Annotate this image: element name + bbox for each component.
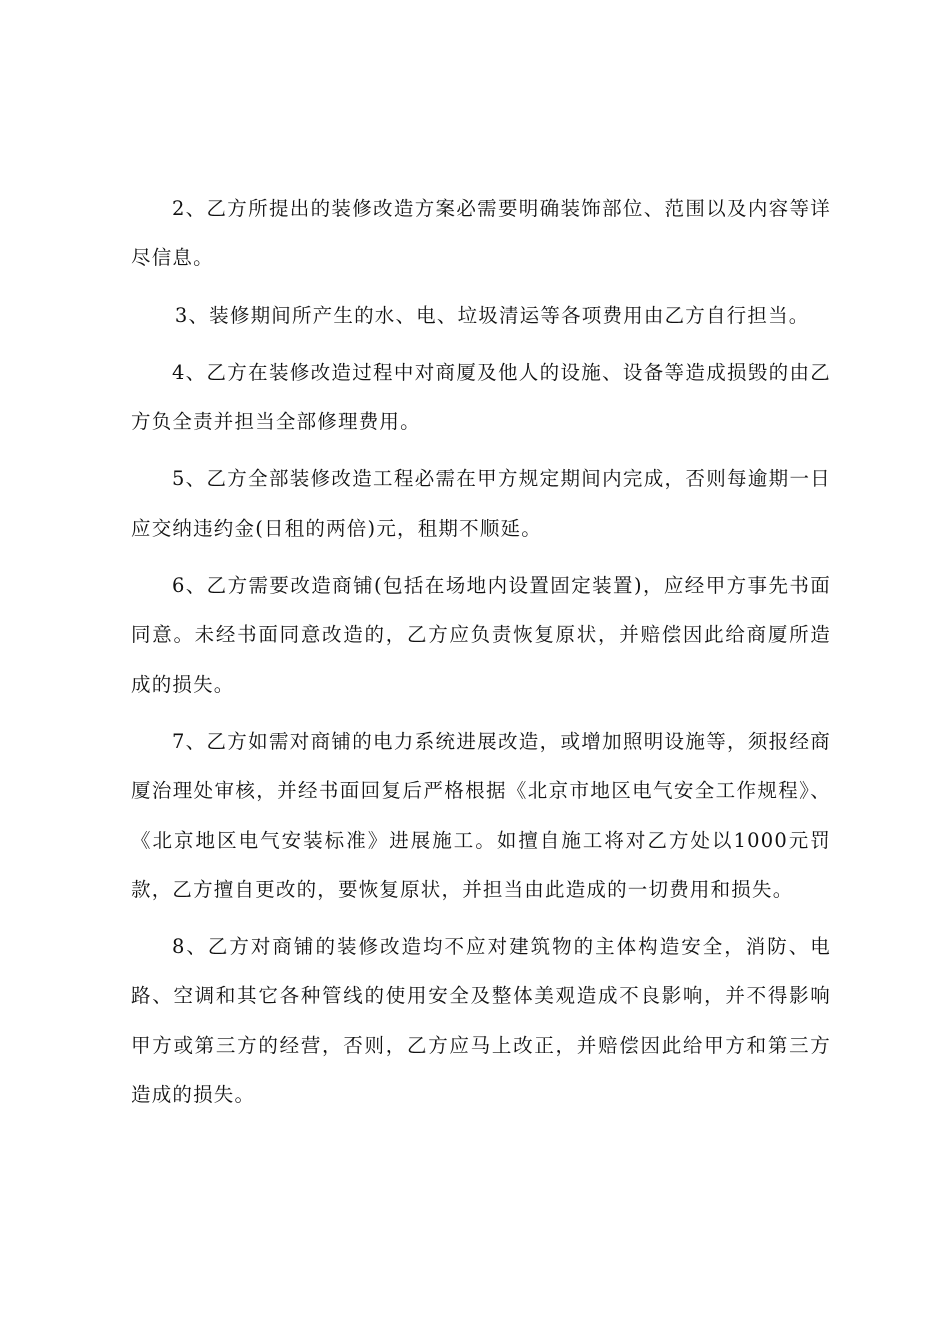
- clause-4: 4、乙方在装修改造过程中对商厦及他人的设施、设备等造成损毁的由乙方负全责并担当全部修理费用。: [131, 360, 831, 434]
- clause-5: 5、乙方全部装修改造工程必需在甲方规定期间内完成，否则每逾期一日应交纳违约金(日租的两倍)元，租期不顺延。: [131, 467, 831, 540]
- clause-8: 8、乙方对商铺的装修改造均不应对建筑物的主体构造安全，消防、电路、空调和其它各种管线的使用安全及整体美观造成不良影响，并不得影响甲方或第三方的经营，否则，乙方应马上改正，并赔偿因此给甲方和第三方造成的损失。: [131, 935, 831, 1107]
- document-body: [131, 184, 831, 1127]
- clause-2: 2、乙方所提出的装修改造方案必需要明确装饰部位、范围以及内容等详尽信息。: [131, 197, 831, 270]
- clause-7: 7、乙方如需对商铺的电力系统进展改造，或增加照明设施等，须报经商厦治理处审核，并经书面回复后严格根据《北京市地区电气安全工作规程》、《北京地区电气安装标准》进展施工。如擅自施工将对乙方处以1000元罚款，乙方擅自更改的，要恢复原状，并担当由此造成的一切费用和损失。: [131, 729, 831, 901]
- clause-3: 3、装修期间所产生的水、电、垃圾清运等各项费用由乙方自行担当。: [174, 303, 810, 327]
- clause-6: 6、乙方需要改造商铺(包括在场地内设置固定装置)，应经甲方事先书面同意。未经书面同意改造的，乙方应负责恢复原状，并赔偿因此给商厦所造成的损失。: [131, 574, 831, 696]
